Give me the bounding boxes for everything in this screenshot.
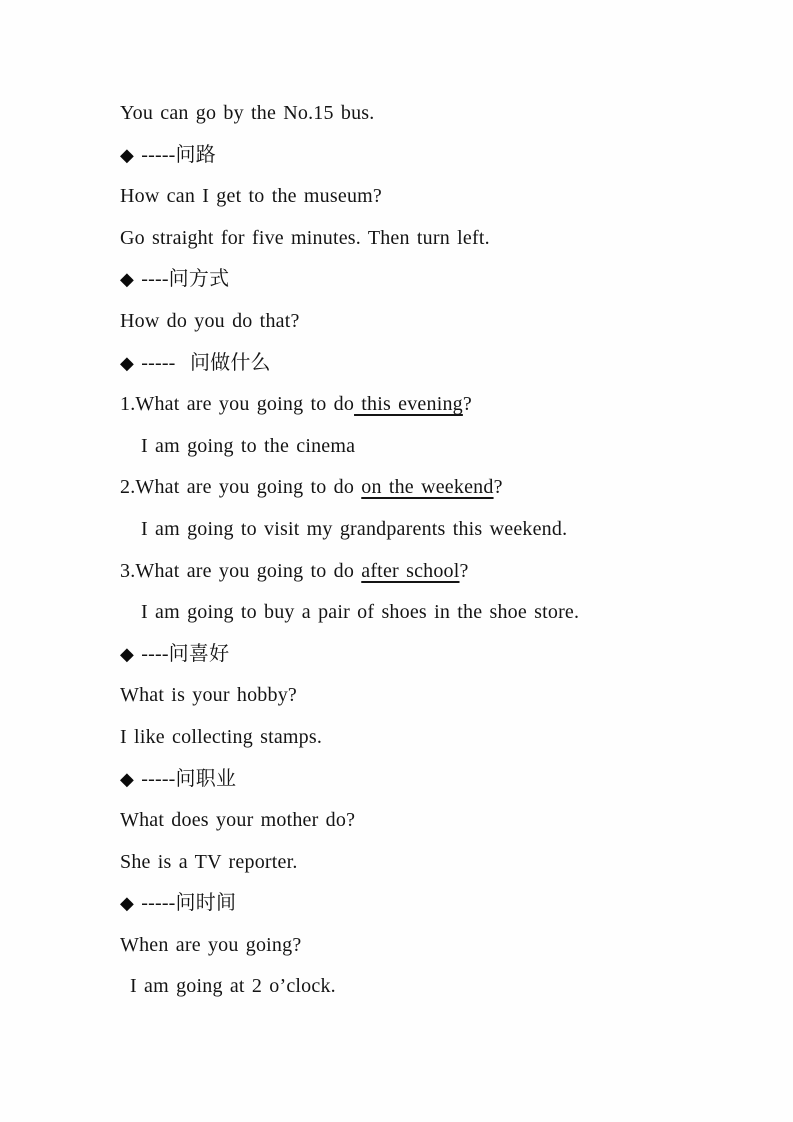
text-line [120, 925, 743, 967]
text-segment: -----问路 [134, 143, 216, 166]
text-segment: on the weekend [361, 476, 494, 499]
text-line [120, 759, 743, 801]
text-segment: How do you do that? [120, 309, 300, 332]
text-segment: ----问方式 [134, 268, 230, 291]
text-line [120, 717, 743, 759]
text-segment: Go straight for five minutes. Then turn left. [120, 226, 490, 249]
text-segment: I am going to visit my grandparents this weekend. [141, 517, 568, 540]
text-segment: I am going to the cinema [141, 434, 356, 457]
text-segment: She is a TV reporter. [120, 850, 298, 873]
text-line [120, 509, 743, 551]
text-segment: What does your mother do? [120, 809, 356, 832]
text-segment: When are you going? [120, 933, 302, 956]
text-line [120, 592, 743, 634]
text-segment: I am going at 2 o’clock. [130, 975, 336, 998]
text-segment: -----问时间 [134, 892, 237, 915]
text-line [120, 135, 743, 177]
text-line [120, 467, 743, 509]
diamond-bullet-icon: ◆ [120, 269, 135, 291]
text-segment: I am going to buy a pair of shoes in the shoe store. [141, 601, 580, 624]
text-line [120, 176, 743, 218]
text-segment: How can I get to the museum? [120, 185, 382, 208]
text-line [120, 259, 743, 301]
text-line [120, 883, 743, 925]
text-segment: 3.What are you going to do [120, 559, 362, 582]
text-line [120, 301, 743, 343]
text-segment: I like collecting stamps. [120, 725, 323, 748]
text-line [120, 966, 743, 1008]
text-segment: this evening [354, 393, 463, 416]
text-line [120, 551, 743, 593]
text-segment: 2.What are you going to do [120, 476, 362, 499]
text-segment: 1.What are you going to do [120, 393, 355, 416]
text-segment: ? [462, 393, 472, 416]
text-segment: ? [459, 559, 469, 582]
text-segment: ----问喜好 [134, 642, 230, 665]
text-line [120, 675, 743, 717]
text-line [120, 218, 743, 260]
text-segment: ? [493, 476, 503, 499]
text-line [120, 634, 743, 676]
text-line [120, 343, 743, 385]
diamond-bullet-icon: ◆ [120, 893, 135, 915]
text-line [120, 426, 743, 468]
diamond-bullet-icon: ◆ [120, 144, 135, 166]
diamond-bullet-icon: ◆ [120, 643, 135, 665]
text-segment: You can go by the No.15 bus. [120, 102, 375, 124]
diamond-bullet-icon: ◆ [120, 352, 135, 374]
diamond-bullet-icon: ◆ [120, 768, 135, 790]
text-segment: -----问职业 [134, 767, 237, 790]
text-line [120, 93, 743, 135]
text-line [120, 800, 743, 842]
text-line [120, 384, 743, 426]
text-segment: What is your hobby? [120, 684, 297, 707]
text-line [120, 842, 743, 884]
text-segment: ----- 问做什么 [134, 351, 271, 374]
text-segment: after school [361, 559, 460, 582]
